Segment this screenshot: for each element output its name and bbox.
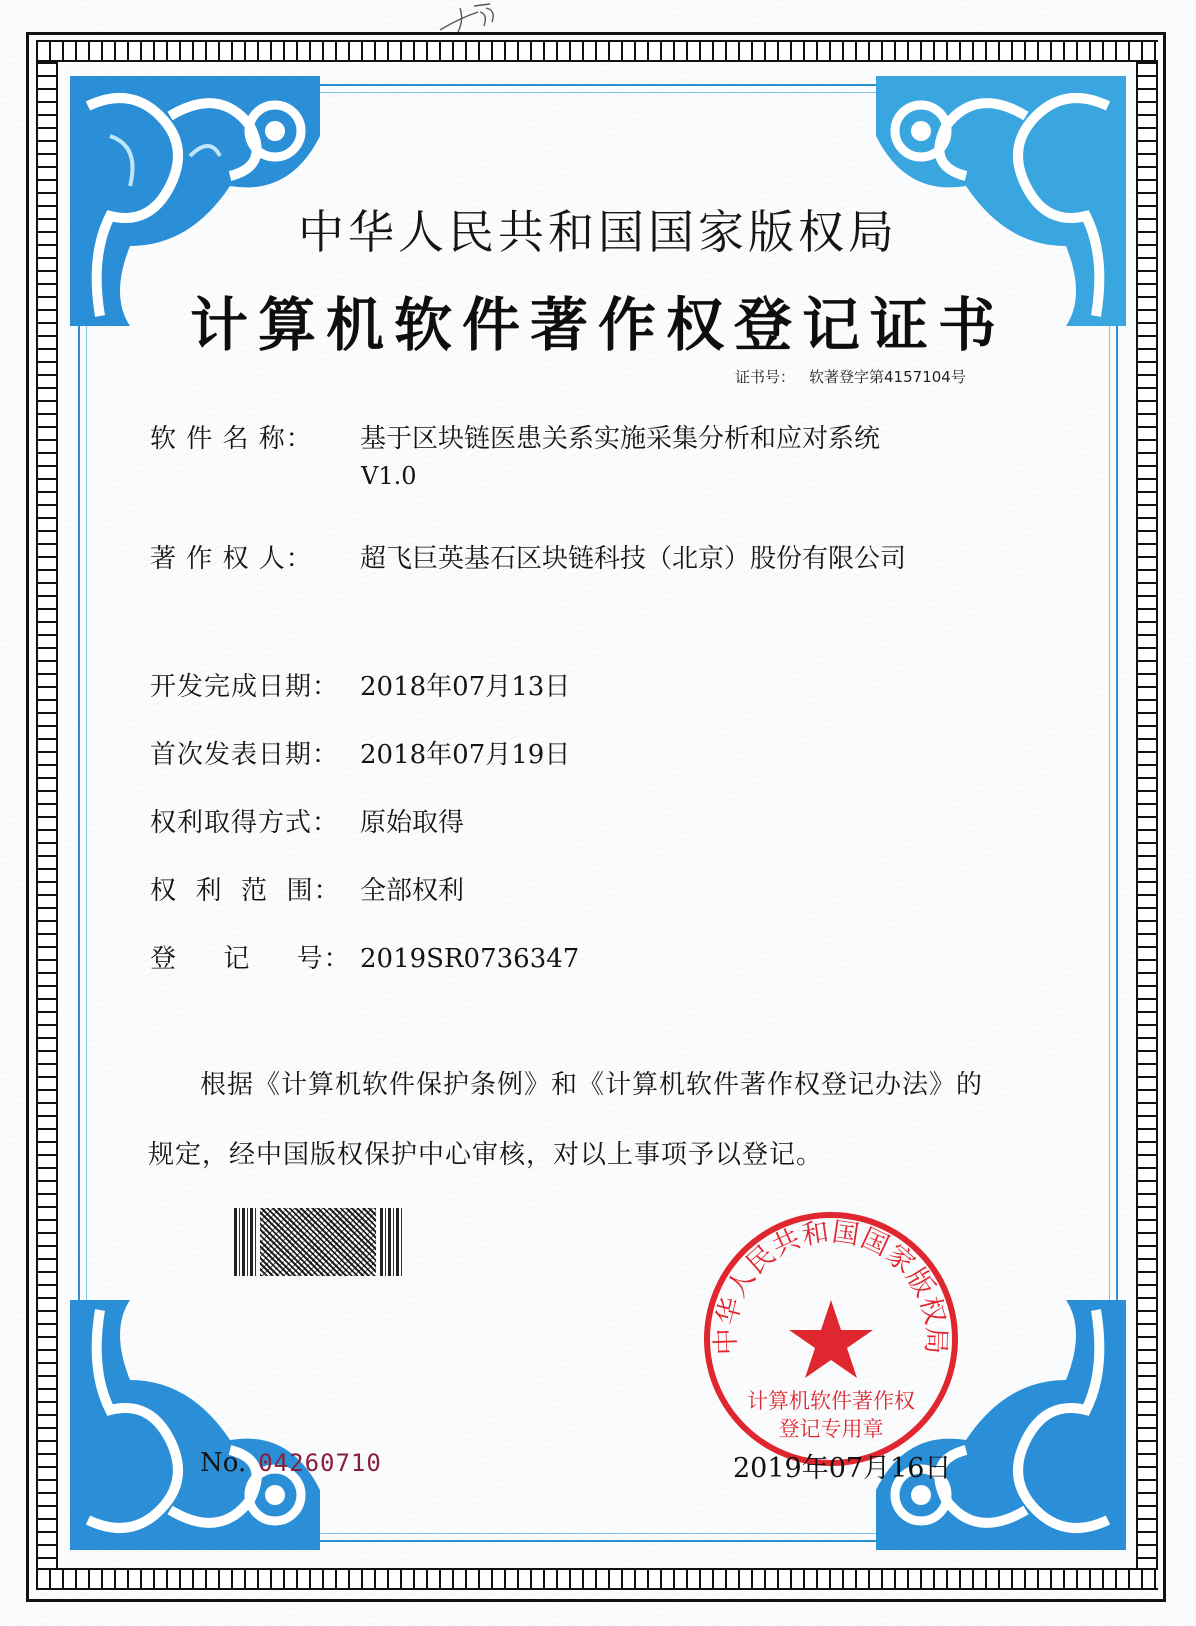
issue-date: 2019年07月16日	[733, 1453, 952, 1484]
greek-key-border-top	[36, 40, 1158, 62]
field-label: 著 作 权 人：	[150, 544, 313, 574]
handwritten-mark	[430, 0, 510, 34]
field-label: 首次发表日期：	[150, 740, 340, 770]
field-development-date	[150, 666, 570, 703]
field-label: 权利取得方式：	[150, 808, 340, 838]
seal-inner-line-1: 计算机软件著作权	[747, 1389, 915, 1413]
barcode-matrix	[260, 1208, 376, 1276]
field-software-name	[150, 418, 880, 455]
field-label: 开发完成日期：	[150, 672, 340, 702]
field-label: 登 记 号：	[150, 944, 351, 974]
field-first-publication-date	[150, 734, 570, 771]
field-value: 基于区块链医患关系实施采集分析和应对系统	[360, 424, 881, 454]
corner-ornament-icon	[70, 1300, 320, 1550]
issuer-title: 中华人民共和国国家版权局	[298, 205, 898, 259]
field-label: 权 利 范 围：	[150, 876, 341, 906]
field-value: 2018年07月19日	[360, 740, 571, 770]
seal-outer-text: 中华人民共和国国家版权局	[710, 1216, 952, 1356]
serial-number	[200, 1448, 382, 1478]
field-value: 超飞巨英基石区块链科技（北京）股份有限公司	[360, 544, 907, 574]
field-label: 软 件 名 称：	[150, 424, 313, 454]
field-value: 全部权利	[360, 876, 465, 906]
official-seal-icon	[700, 1208, 962, 1470]
barcode-bars-right	[380, 1208, 402, 1276]
certificate-number-label: 证书号：	[735, 368, 796, 386]
serial-label: No.	[200, 1448, 247, 1478]
field-rights-scope	[150, 870, 464, 907]
certificate-number	[735, 366, 966, 387]
barcode-bars-left	[234, 1208, 256, 1276]
field-copyright-holder	[150, 538, 906, 575]
field-acquisition-method	[150, 802, 464, 839]
seal-inner-line-2: 登记专用章	[778, 1417, 884, 1441]
barcode-icon	[234, 1208, 402, 1276]
field-value: 2018年07月13日	[360, 672, 571, 702]
statement-line-2: 规定，经中国版权保护中心审核，对以上事项予以登记。	[148, 1140, 824, 1170]
field-value: 原始取得	[360, 808, 465, 838]
field-value: 2019SR0736347	[360, 944, 580, 974]
statement-line-1: 根据《计算机软件保护条例》和《计算机软件著作权登记办法》的	[200, 1070, 984, 1100]
greek-key-border-bottom	[36, 1568, 1158, 1590]
document-title: 计算机软件著作权登记证书	[189, 291, 1006, 359]
serial-value: 04260710	[258, 1449, 382, 1477]
certificate-number-value: 软著登字第4157104号	[809, 368, 966, 386]
field-software-version: V1.0	[361, 462, 417, 490]
field-registration-number	[150, 938, 579, 975]
